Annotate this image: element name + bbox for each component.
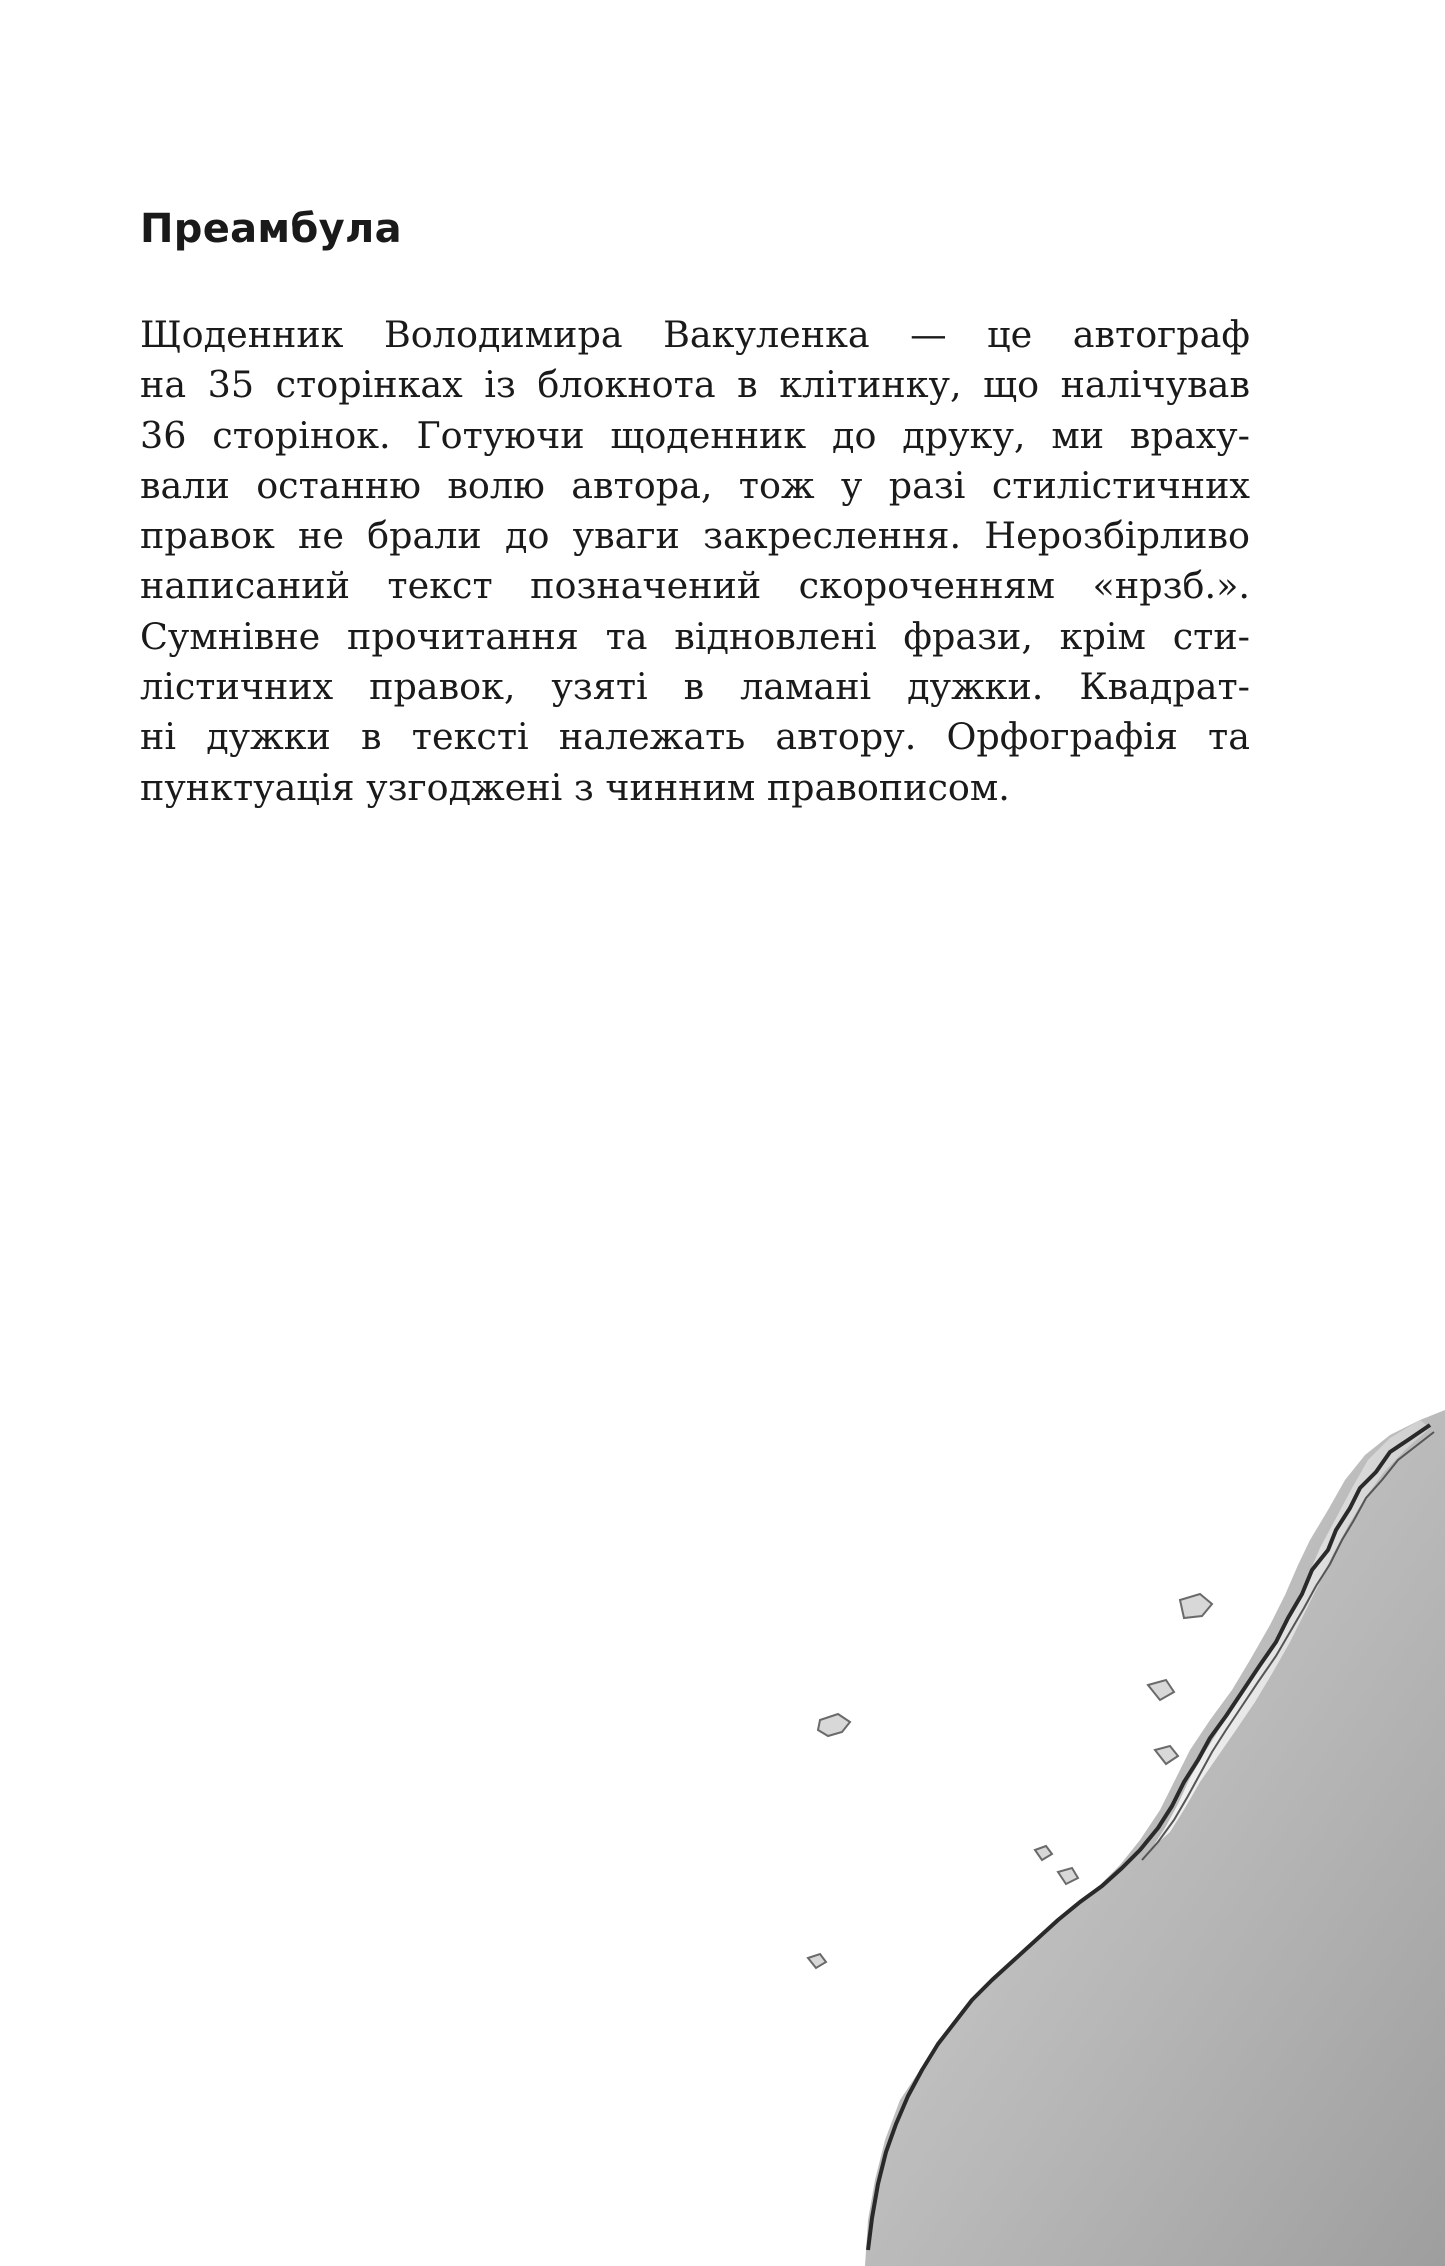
paper-flake — [818, 1714, 850, 1736]
section-heading: Преамбула — [140, 206, 402, 252]
preamble-paragraph — [140, 310, 1250, 813]
paragraph-line: ні дужки в тексті належать автору. Орфографія та — [140, 715, 1250, 759]
paragraph-line: правок не брали до уваги закреслення. Нерозбірливо — [140, 514, 1250, 558]
paragraph-line: лістичних правок, узяті в ламані дужки. Квадрат- — [140, 665, 1250, 709]
torn-paper-illustration — [780, 1380, 1445, 2266]
paragraph-line: 36 сторінок. Готуючи щоденник до друку, ми враху- — [140, 413, 1250, 457]
torn-paper-surface — [865, 1410, 1445, 2266]
paragraph-line: Щоденник Володимира Вакуленка — це автограф — [140, 313, 1250, 356]
paper-flake — [1155, 1746, 1178, 1764]
paragraph-line: на 35 сторінках із блокнота в клітинку, що налічував — [140, 363, 1250, 407]
paragraph-line: Сумнівне прочитання та відновлені фрази, крім сти- — [140, 614, 1250, 658]
paragraph-line: пунктуація узгоджені з чинним правописом. — [140, 765, 1010, 809]
paragraph-line: вали останню волю автора, тож у разі стилістичних — [140, 463, 1250, 507]
paper-flake — [1148, 1680, 1174, 1700]
paper-flake — [1180, 1594, 1212, 1618]
paper-flake — [808, 1954, 826, 1968]
paragraph-line: написаний текст позначений скороченням «нрзб.». — [140, 564, 1250, 608]
paper-flake — [1058, 1868, 1078, 1884]
paper-flake — [1035, 1846, 1052, 1860]
